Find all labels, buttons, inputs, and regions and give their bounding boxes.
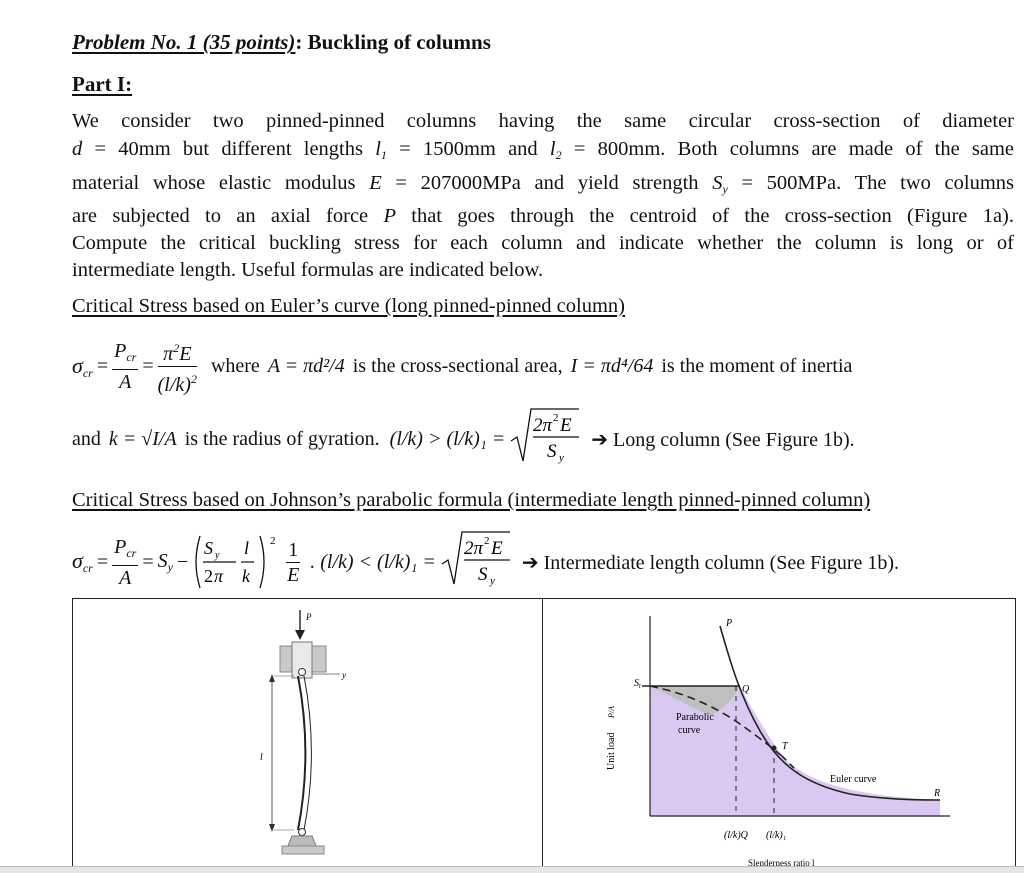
johnson-heading: Critical Stress based on Johnson’s parabolic formula (intermediate length pinned-pinned column): [72, 489, 871, 511]
euler-condition: (l/k) > (l/k)₁ =: [389, 427, 506, 450]
var-Sy: $S_y$: [712, 172, 728, 196]
intro-and: and: [508, 138, 538, 160]
svg-text:S: S: [204, 538, 214, 558]
johnson-bracket-term: [192, 532, 284, 592]
euler-heading: Critical Stress based on Euler’s curve (long pinned-pinned column): [72, 295, 625, 317]
title-colon: :: [295, 30, 303, 54]
j-frac-pcr-a: $\frac{P_{cr}}{A}$: [114, 535, 137, 589]
t-label: T: [782, 741, 788, 752]
j-minus: −: [176, 550, 189, 573]
svg-text:k: k: [242, 566, 251, 586]
svg-text:π: π: [214, 566, 224, 586]
intro-line-2-a: but different lengths: [182, 138, 363, 160]
figure-1b-chart: [590, 606, 990, 866]
problem-topic: Buckling of columns: [307, 30, 491, 54]
column-shape: [298, 676, 306, 830]
sqrt-sign-johnson: [440, 530, 512, 588]
svg-text:l: l: [244, 538, 250, 558]
johnson-result: ➔ Intermediate length column (See Figure 1b).: [521, 551, 900, 574]
equals-2: =: [142, 355, 154, 377]
svg-text:S: S: [477, 564, 488, 585]
euler-label: Euler curve: [830, 774, 877, 785]
and-k: and: [72, 427, 101, 450]
tick-q: (l/k)Q: [724, 830, 748, 841]
intro-line-5: [72, 230, 1014, 257]
svg-text:2: 2: [204, 566, 214, 586]
intro-line-4: [72, 203, 1014, 230]
problem-title: [72, 30, 491, 55]
svg-text:2: 2: [553, 412, 559, 424]
euler-where: where: [210, 355, 260, 377]
j-sy: $S_y$: [157, 549, 173, 574]
bottom-bracket: [288, 836, 316, 846]
svg-text:y: y: [489, 575, 495, 587]
frac-pcr-a: $\frac{P_{cr}}{A}$: [114, 340, 137, 393]
sigma-cr: $\sigma_{cr}$: [72, 352, 93, 380]
bottom-pin: [299, 829, 306, 836]
area-expr: A = πd²/4: [267, 355, 345, 377]
bottom-base: [282, 846, 324, 854]
var-E: E: [369, 172, 382, 194]
l1-value: = 1500mm: [399, 138, 496, 160]
length-arrow-top: [269, 674, 275, 682]
j-frac-1-e: $\frac{1}{E}$: [287, 538, 300, 586]
Sy-value: = 500MPa: [741, 172, 837, 194]
l2-value: = 800mm: [573, 138, 661, 160]
svg-text:y: y: [215, 550, 220, 561]
y-axis-label: Unit load: [606, 732, 617, 770]
frac-euler: $\frac{\pi^2E}{(l/k)^2}$: [158, 336, 197, 397]
equals-1: =: [96, 355, 109, 377]
intro-line-3-a: material whose elastic modulus: [72, 172, 356, 194]
svg-text:2π: 2π: [533, 415, 553, 436]
intro-line-2: [72, 136, 1014, 169]
intro-line-6-text: intermediate length. Useful formulas are indicated below.: [72, 259, 544, 281]
svg-text:E: E: [490, 538, 503, 559]
r-label: R: [934, 788, 941, 799]
parabolic-label-1: Parabolic: [676, 712, 714, 723]
intro-line-6: [72, 257, 1014, 284]
inertia-text: is the moment of inertia: [661, 355, 853, 377]
problem-label: Problem No. 1 (35 points): [72, 30, 296, 54]
x-axis-label: Slenderness ratio l: [748, 858, 815, 866]
load-arrow-head: [295, 630, 305, 640]
svg-text:y: y: [559, 452, 565, 464]
var-l1: $l_1$: [375, 138, 387, 162]
var-d: d: [72, 138, 83, 160]
length-label: l: [260, 752, 263, 763]
euler-k-row: [72, 407, 855, 471]
svg-text:2: 2: [483, 535, 490, 547]
d-value: = 40mm: [94, 138, 171, 160]
intro-line-3-c: . The two columns: [836, 172, 1015, 194]
j-equals-2: =: [142, 550, 154, 573]
length-arrow-bottom: [269, 824, 275, 832]
part-heading: Part I:: [72, 72, 133, 96]
sy-label: Sᵧ: [634, 678, 642, 689]
k-expr: k = √I/A: [108, 427, 177, 450]
intro-line-5-text: Compute the critical buckling stress for each column and indicate whether the column is long or of: [72, 232, 1014, 254]
parabolic-label-2: curve: [678, 725, 701, 736]
sqrt-euler: [509, 407, 581, 471]
svg-text:2π: 2π: [463, 538, 483, 559]
sqrt-sign-euler: [509, 407, 581, 465]
sqrt-johnson: [440, 530, 512, 594]
intro-line-1-text: We consider two pinned-pinned columns having the same circular cross-section of diameter: [72, 110, 1014, 132]
intro-line-3: [72, 170, 1014, 203]
intro-line-4-a: are subjected to an axial force: [72, 205, 369, 227]
area-text: is the cross-sectional area,: [352, 355, 563, 377]
svg-text:S: S: [547, 441, 557, 462]
j-equals-1: =: [96, 550, 109, 573]
y-axis-frac: P/A: [607, 706, 616, 718]
tick-1: (l/k)₁: [766, 830, 787, 841]
top-pin: [299, 669, 306, 676]
E-value: = 207000MPa: [395, 172, 521, 194]
k-text: is the radius of gyration.: [184, 427, 380, 450]
svg-text:2: 2: [270, 535, 276, 547]
load-label: P: [306, 612, 312, 622]
johnson-condition: . (l/k) < (l/k)₁ =: [310, 550, 436, 573]
var-P: P: [383, 205, 396, 227]
intro-line-4-b: that goes through the centroid of the cross-section (Figure 1a).: [411, 205, 1014, 227]
euler-formula-row: [72, 336, 852, 397]
y-axis-label: y: [342, 670, 346, 680]
intro-line-2-b: . Both columns are made of the same: [660, 138, 1015, 160]
svg-text:E: E: [560, 415, 572, 436]
inertia-expr: I = πd⁴/64: [570, 355, 654, 377]
figure-divider: [542, 598, 543, 872]
johnson-formula-row: [72, 530, 899, 594]
sigma-cr-j: $\sigma_{cr}$: [72, 548, 93, 575]
q-label: Q: [742, 684, 750, 695]
intro-line-3-b: and yield strength: [534, 172, 699, 194]
figure-1a-column: [260, 608, 370, 866]
euler-result: ➔ Long column (See Figure 1b).: [591, 428, 855, 451]
p-label: P: [726, 618, 733, 629]
intro-line-1: [72, 108, 1014, 135]
var-l2: $l_2$: [549, 138, 562, 162]
